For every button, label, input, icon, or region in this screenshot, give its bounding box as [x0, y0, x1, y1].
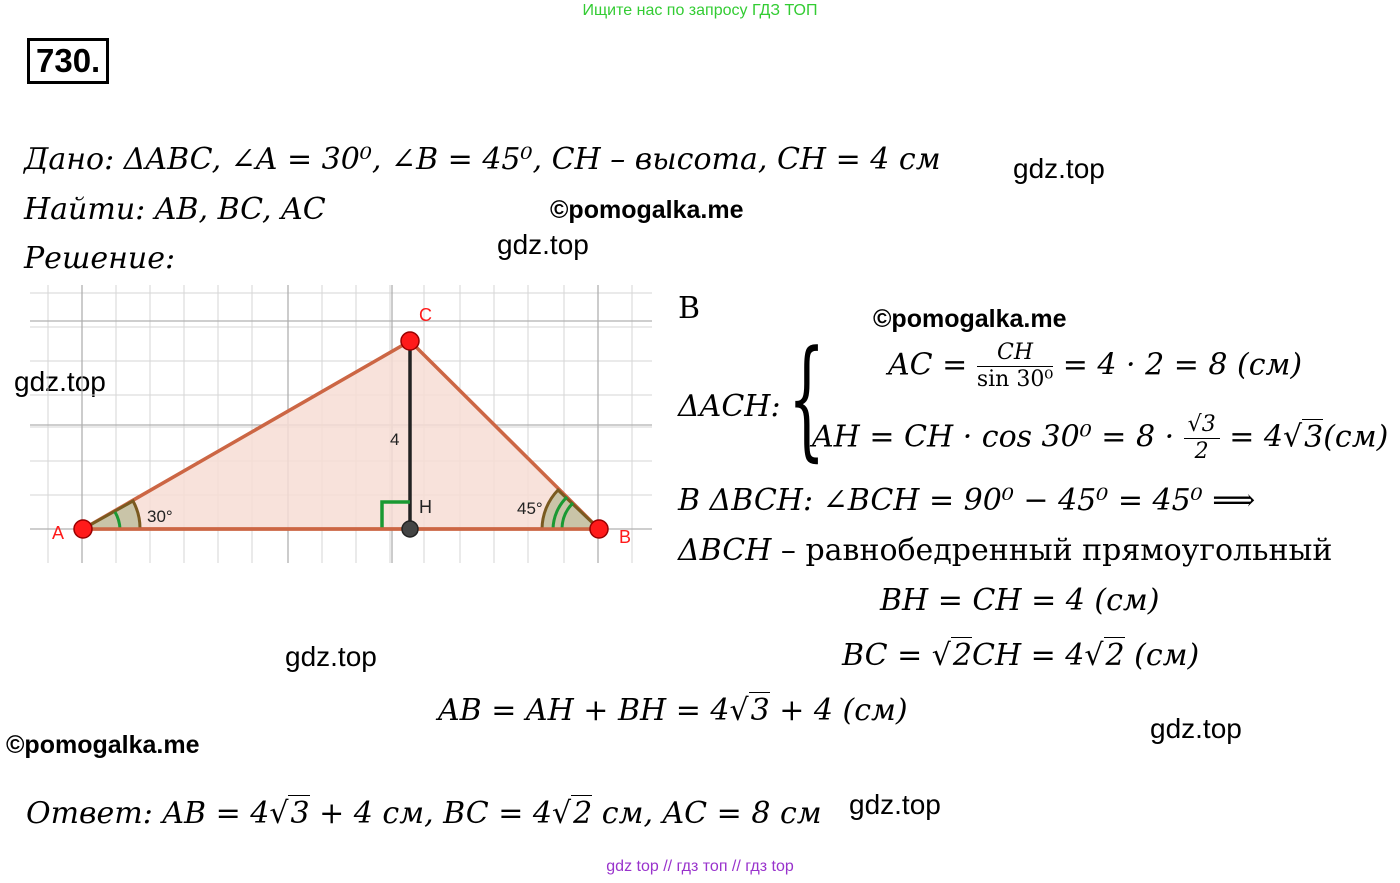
problem-number: 730.: [27, 38, 109, 84]
point-h: [402, 521, 418, 537]
sqrt-radicand: 3: [750, 693, 770, 728]
eq1-left: AC =: [888, 347, 968, 383]
triangle-figure: [30, 285, 652, 563]
isosceles-text: – равнобедренный прямоугольный: [771, 533, 1333, 568]
sqrt-radicand: 3: [1304, 419, 1324, 455]
watermark-gdz: gdz.top: [849, 789, 941, 820]
point-b: [590, 520, 608, 538]
fraction-sqrt3-2: [1184, 412, 1220, 465]
find-text: : AB, BC, AC: [135, 192, 326, 227]
bottom-banner[interactable]: gdz top // гдз топ // гдз top: [606, 858, 794, 875]
sqrt-radicand: 2: [952, 638, 972, 673]
bc-c: (см): [1124, 638, 1200, 673]
vertex-label-a: A: [52, 523, 65, 543]
eq2-right-a: = 4√: [1229, 419, 1303, 455]
watermark-gdz: gdz.top: [1150, 713, 1242, 744]
answer-label: Ответ:: [26, 796, 153, 831]
solution-label: Решение:: [24, 241, 176, 276]
system-brace: {: [788, 322, 826, 474]
vertex-label-h: H: [419, 497, 432, 517]
find-line: [24, 193, 326, 227]
sqrt-radicand: 2: [1105, 638, 1125, 673]
ab-a: AB = AH + BH = 4√: [438, 693, 749, 728]
answer-p1: AB = 4√: [152, 796, 289, 831]
watermark-pomogalka: ©pomogalka.me: [873, 305, 1067, 333]
bc-b: CH = 4√: [971, 638, 1104, 673]
eq1-right: = 4 · 2 = 8 (см): [1062, 347, 1303, 383]
isosceles-triangle: ΔBCH: [678, 533, 772, 568]
line-bch: В ΔBCH: ∠BCH = 90⁰ − 45⁰ = 45⁰ ⟹: [678, 483, 1256, 518]
watermark-pomogalka: ©pomogalka.me: [550, 196, 744, 224]
fraction-denominator: 2: [1194, 439, 1209, 464]
given-text: : ΔABC, ∠A = 30⁰, ∠B = 45⁰, CH – высота, CH = 4 см: [104, 142, 941, 177]
point-c: [401, 332, 419, 350]
line-isosceles: [678, 534, 1332, 568]
line-bc: [842, 639, 1199, 673]
point-a: [74, 520, 92, 538]
vertex-label-b: B: [619, 527, 632, 547]
eq2-right-b: (см): [1323, 419, 1389, 455]
system-label: ΔACH:: [678, 389, 781, 424]
watermark-pomogalka: ©pomogalka.me: [6, 731, 200, 759]
ab-b: + 4 (см): [769, 693, 908, 728]
fraction-ch-sin: [977, 340, 1053, 393]
watermark-gdz: gdz.top: [14, 366, 106, 397]
top-banner: Ищите нас по запросу ГДЗ ТОП: [582, 2, 818, 19]
watermark-gdz: gdz.top: [497, 229, 589, 260]
fraction-numerator: CH: [977, 340, 1053, 367]
line-ab: [438, 694, 908, 728]
watermark-gdz: gdz.top: [285, 641, 377, 672]
watermark-gdz: gdz.top: [1013, 153, 1105, 184]
prefix-b: В: [678, 291, 701, 326]
sqrt-radicand: 3: [290, 796, 310, 831]
angle-b-label: 45°: [517, 499, 543, 518]
given-line: [24, 143, 941, 177]
sqrt-radicand: 2: [573, 796, 593, 831]
answer-p3: см, AC = 8 см: [592, 796, 822, 831]
vertex-label-c: C: [419, 305, 432, 325]
find-label: Найти: [24, 192, 136, 227]
fraction-denominator: sin 30⁰: [976, 367, 1054, 392]
fraction-numerator: √3: [1184, 412, 1220, 439]
eq2-left: AH = CH · cos 30⁰ = 8 ·: [812, 419, 1175, 455]
line-bh: BH = CH = 4 (см): [880, 583, 1160, 618]
bc-a: BC = √: [842, 638, 951, 673]
equation-ac: [888, 340, 1302, 393]
answer-p2: + 4 см, BC = 4√: [309, 796, 572, 831]
answer-line: [26, 797, 822, 831]
height-label: 4: [390, 430, 400, 449]
equation-ah: [812, 412, 1388, 465]
given-label: Дано: [24, 142, 105, 177]
angle-a-label: 30°: [147, 507, 173, 526]
